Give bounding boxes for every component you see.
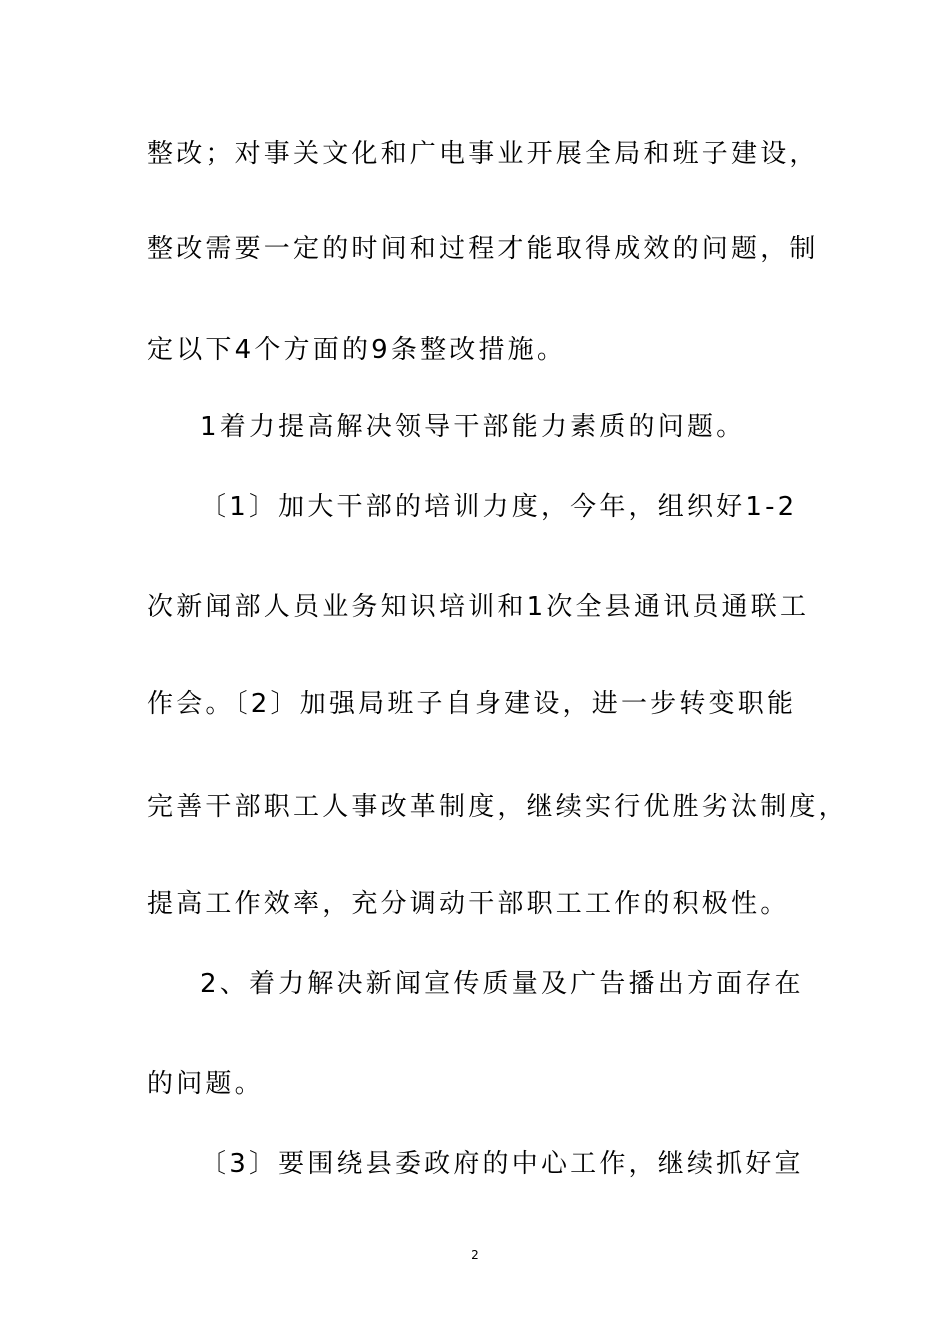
text-line-11: 的问题。 (147, 1069, 264, 1099)
text-line-6: 次新闻部人员业务知识培训和1次全县通讯员通联工 (147, 592, 810, 622)
text-line-4: 1着力提高解决领导干部能力素质的问题。 (200, 412, 746, 442)
text-line-3: 定以下4个方面的9条整改措施。 (147, 335, 567, 365)
text-line-2: 整改需要一定的时间和过程才能取得成效的问题，制 (147, 234, 819, 264)
page-number: 2 (471, 1248, 479, 1262)
text-line-5: 〔1〕加大干部的培训力度，今年，组织好1-2 (200, 492, 798, 522)
text-line-8: 完善干部职工人事改革制度，继续实行优胜劣汰制度， (147, 792, 848, 822)
text-line-10: 2、着力解决新闻宣传质量及广告播出方面存在 (200, 969, 804, 999)
text-line-12: 〔3〕要围绕县委政府的中心工作，继续抓好宣 (200, 1149, 804, 1179)
text-line-1: 整改；对事关文化和广电事业开展全局和班子建设， (147, 139, 819, 169)
text-line-7: 作会。〔2〕加强局班子自身建设，进一步转变职能 (147, 689, 797, 719)
text-line-9: 提高工作效率，充分调动干部职工工作的积极性。 (147, 889, 790, 919)
